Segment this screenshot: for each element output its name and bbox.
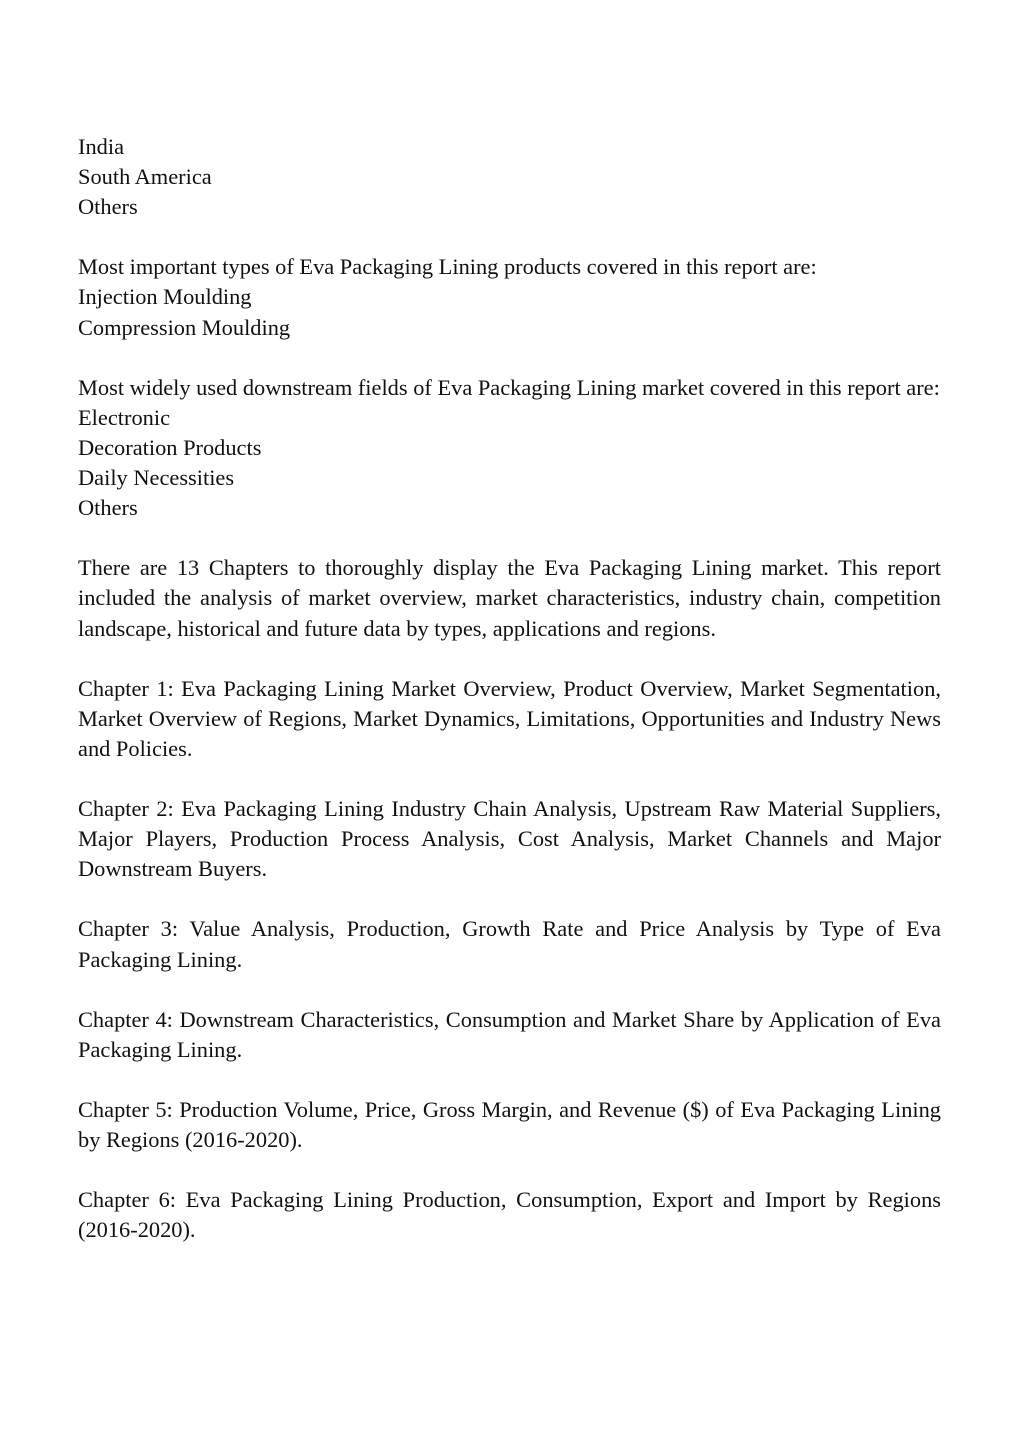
chapter-4: Chapter 4: Downstream Characteristics, Consumption and Market Share by Application of Eva Packaging Lining. [78, 1006, 941, 1062]
regions-list [78, 132, 941, 222]
application-item: Others [78, 495, 138, 521]
type-item: Injection Moulding [78, 284, 252, 310]
applications-intro: Most widely used downstream fields of Eva Packaging Lining market covered in this report are: [78, 374, 940, 400]
document-page [78, 132, 941, 1245]
chapter-2: Chapter 2: Eva Packaging Lining Industry Chain Analysis, Upstream Raw Material Suppliers, Major Players, Production Process Analysis, Cost Analysis, Market Channels and Major Downstream Buyers. [78, 796, 941, 882]
chapter-1: Chapter 1: Eva Packaging Lining Market Overview, Product Overview, Market Segmentation, Market Overview of Regions, Market Dynamics, Limitations, Opportunities and Industry News and Policies. [78, 675, 941, 761]
chapters-intro: There are 13 Chapters to thoroughly display the Eva Packaging Lining market. This report included the analysis of market overview, market characteristics, industry chain, competition landscape, historical and future data by types, applications and regions. [78, 555, 941, 641]
application-item: Daily Necessities [78, 465, 235, 491]
application-item: Decoration Products [78, 434, 262, 460]
region-item: South America [78, 164, 212, 190]
region-item: Others [78, 194, 138, 220]
applications-section [78, 373, 941, 523]
chapter-5: Chapter 5: Production Volume, Price, Gross Margin, and Revenue ($) of Eva Packaging Lining by Regions (2016-2020). [78, 1097, 941, 1153]
application-item: Electronic [78, 404, 171, 430]
type-item: Compression Moulding [78, 314, 291, 340]
types-intro: Most important types of Eva Packaging Lining products covered in this report are: [78, 254, 817, 280]
chapter-3: Chapter 3: Value Analysis, Production, Growth Rate and Price Analysis by Type of Eva Packaging Lining. [78, 916, 941, 972]
types-section [78, 252, 941, 342]
chapter-6: Chapter 6: Eva Packaging Lining Production, Consumption, Export and Import by Regions (2016-2020). [78, 1187, 941, 1243]
region-item: India [78, 134, 125, 159]
